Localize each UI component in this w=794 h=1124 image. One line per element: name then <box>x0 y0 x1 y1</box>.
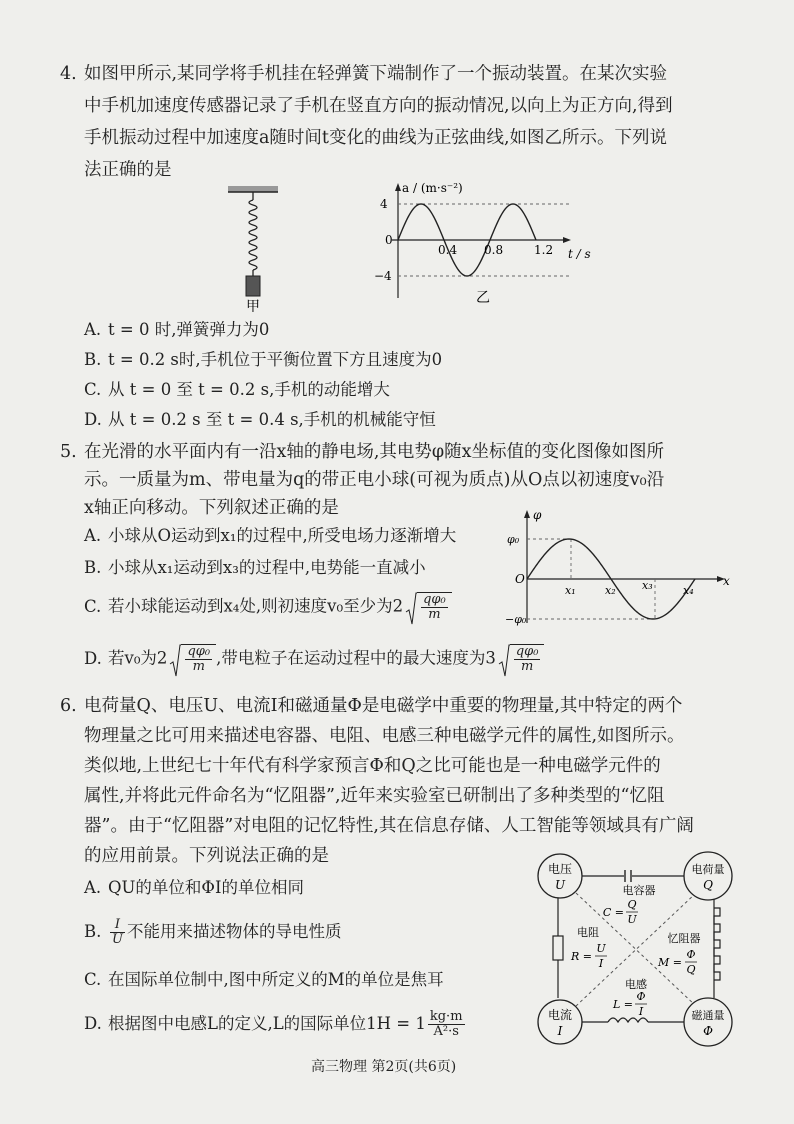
q6-option-a[interactable] <box>84 876 304 900</box>
sqrt-num: qφ₀ <box>187 644 211 659</box>
resistor-name: 电阻 <box>577 926 599 939</box>
sqrt-den: m <box>520 659 534 674</box>
capacitor-eq: C = <box>602 906 624 919</box>
q4-option-a-text: t = 0 时,弹簧弹力为0 <box>108 320 270 339</box>
sqrt-den: m <box>428 607 441 622</box>
graph-phi-ytick-min: −φ₀ <box>505 613 527 626</box>
q4-option-c-text: 从 t = 0 至 t = 0.2 s,手机的动能增大 <box>108 380 390 399</box>
q5-option-b-label: B. <box>84 558 102 577</box>
graph-phi-xtick-x3: x₃ <box>642 579 653 592</box>
q5-option-c[interactable] <box>84 592 452 622</box>
q5-option-c-label: C. <box>84 596 102 616</box>
memristor-eq: M = <box>658 956 682 969</box>
potential-x-graph <box>505 505 735 630</box>
sqrt-den: m <box>192 659 205 674</box>
q6-option-d-label: D. <box>84 1014 102 1033</box>
graph-a-ytick-neg4: −4 <box>374 269 392 283</box>
memristor-symbol <box>714 908 720 980</box>
q4-line-3: 手机振动过程中加速度a随时间t变化的曲线为正弦曲线,如图乙所示。下列说 <box>84 128 668 148</box>
q4-line-2: 中手机加速度传感器记录了手机在竖直方向的振动情况,以向上为正方向,得到 <box>84 96 673 116</box>
q4-option-b[interactable] <box>84 348 442 372</box>
q5-option-c-text: 若小球能运动到x₄处,则初速度v₀至少为2 <box>108 596 404 616</box>
resistor-symbol <box>553 936 563 960</box>
q4-option-d[interactable] <box>84 408 436 432</box>
q5-line-3: x轴正向移动。下列叙述正确的是 <box>84 498 339 518</box>
node-current-symbol: I <box>557 1024 563 1038</box>
q6-option-c-text: 在国际单位制中,图中所定义的M的单位是焦耳 <box>108 970 444 989</box>
q6-option-a-label: A. <box>84 878 102 897</box>
phone <box>246 276 260 296</box>
sqrt-expression <box>169 644 216 674</box>
q4-line-1: 如图甲所示,某同学将手机挂在轻弹簧下端制作了一个振动装置。在某次实验 <box>84 64 668 84</box>
q6-option-c[interactable] <box>84 968 444 992</box>
q5-line-1: 在光滑的水平面内有一沿x轴的静电场,其电势φ随x坐标值的变化图像如图所 <box>84 442 665 462</box>
sqrt-expression <box>498 644 545 674</box>
q6-number: 6. <box>60 696 77 716</box>
graph-a-xtick-0.8: 0.8 <box>484 243 504 257</box>
q6-option-b-text: 不能用来描述物体的导电性质 <box>126 922 342 941</box>
q6-line-3: 类似地,上世纪七十年代有科学家预言Φ和Q之比可能也是一种电磁学元件的 <box>84 756 661 776</box>
q4-option-c-label: C. <box>84 380 102 399</box>
q5-option-d-text-1: 若v₀为2 <box>108 648 168 668</box>
q4-option-c[interactable] <box>84 378 390 402</box>
graph-a-y-arrow <box>395 183 401 191</box>
node-flux <box>684 998 732 1046</box>
i-over-u-fraction <box>110 918 125 947</box>
capacitor-name: 电容器 <box>622 884 656 897</box>
node-flux-symbol: Φ <box>703 1024 713 1038</box>
q5-number: 5. <box>60 442 77 462</box>
frac-den: A²·s <box>433 1024 459 1039</box>
q5-option-b-text: 小球从x₁运动到x₃的过程中,电势能一直减小 <box>108 558 426 577</box>
sqrt-num: qφ₀ <box>423 592 446 607</box>
memristor-num: Φ <box>686 948 696 961</box>
memristor-den: Q <box>686 963 696 976</box>
electromagnetic-elements-diagram <box>536 848 736 1048</box>
frac-num: I <box>110 918 125 933</box>
q6-option-d-text: 根据图中电感L的定义,L的国际单位1H = 1 <box>108 1014 426 1033</box>
q6-line-2: 物理量之比可用来描述电容器、电阻、电感三种电磁学元件的属性,如图所示。 <box>84 726 685 746</box>
q5-option-d-label: D. <box>84 648 102 668</box>
graph-phi-y-arrow <box>524 510 530 518</box>
q6-option-a-text: QU的单位和ΦI的单位相同 <box>108 878 304 897</box>
q4-option-b-text: t = 0.2 s时,手机位于平衡位置下方且速度为0 <box>108 350 443 369</box>
inductor-den: I <box>638 1005 644 1018</box>
memristor-name: 忆阻器 <box>667 932 701 945</box>
sqrt-fraction <box>421 593 448 622</box>
inductor-symbol <box>608 1018 648 1022</box>
graph-a-xtick-0.4: 0.4 <box>438 243 458 257</box>
spring-phone-figure <box>220 182 290 312</box>
graph-phi-xtick-x1: x₁ <box>565 584 576 597</box>
sqrt-fraction <box>185 645 212 674</box>
node-charge-name: 电荷量 <box>691 863 725 876</box>
graph-phi-xtick-x2: x₂ <box>605 584 616 597</box>
inductor-name: 电感 <box>625 978 647 991</box>
inductor-eq: L = <box>612 998 633 1011</box>
acceleration-time-graph <box>370 180 600 305</box>
ceiling-block <box>228 186 278 192</box>
q5-line-2: 示。一质量为m、带电量为q的带正电小球(可视为质点)从O点以初速度v₀沿 <box>84 470 665 490</box>
capacitor-num: Q <box>627 898 637 911</box>
sqrt-fraction <box>514 645 541 674</box>
frac-num: kg·m <box>429 1009 463 1024</box>
q5-option-a[interactable] <box>84 524 456 548</box>
node-voltage-name: 电压 <box>547 862 573 876</box>
fig-jia-label: 甲 <box>246 299 260 312</box>
q4-option-d-label: D. <box>84 410 102 429</box>
node-current-name: 电流 <box>547 1008 573 1022</box>
node-flux-name: 磁通量 <box>691 1009 725 1022</box>
radical-sign <box>169 644 181 678</box>
q5-option-a-label: A. <box>84 526 102 545</box>
graph-a-origin: 0 <box>385 233 393 247</box>
q6-line-4: 属性,并将此元件命名为“忆阻器”,近年来实验室已研制出了多种类型的“忆阻 <box>84 786 665 806</box>
q5-option-b[interactable] <box>84 556 426 580</box>
inductor-num: Φ <box>636 990 646 1003</box>
sqrt-expression <box>405 592 452 622</box>
q6-line-6: 的应用前景。下列说法正确的是 <box>84 846 329 866</box>
graph-a-ylabel: a / (m·s⁻²) <box>402 181 463 195</box>
page-footer: 高三物理 第2页(共6页) <box>311 1059 457 1075</box>
q6-line-5: 器”。由于“忆阻器”对电阻的记忆特性,其在信息存储、人工智能等领域具有广阔 <box>84 816 694 836</box>
q6-option-d[interactable] <box>84 1010 467 1039</box>
q6-line-1: 电荷量Q、电压U、电流I和磁通量Φ是电磁学中重要的物理量,其中特定的两个 <box>84 696 683 716</box>
q5-option-d-text-2: ,带电粒子在运动过程中的最大速度为3 <box>216 648 496 668</box>
q6-option-b-label: B. <box>84 922 102 941</box>
graph-a-xtick-1.2: 1.2 <box>534 243 554 257</box>
graph-a-ytick-4: 4 <box>380 197 388 211</box>
q5-option-d[interactable] <box>84 644 544 674</box>
sqrt-num: qφ₀ <box>515 644 539 659</box>
resistor-eq: R = <box>571 950 592 963</box>
node-voltage-symbol: U <box>554 878 566 892</box>
radical-sign <box>498 644 510 678</box>
q4-number: 4. <box>60 64 77 84</box>
henry-unit-fraction <box>428 1010 465 1039</box>
q4-option-a-label: A. <box>84 320 102 339</box>
resistor-den: I <box>598 957 604 970</box>
graph-phi-xtick-x4: x₄ <box>683 584 694 597</box>
node-charge <box>684 852 732 900</box>
q4-line-4: 法正确的是 <box>84 160 172 180</box>
node-charge-symbol: Q <box>703 878 713 892</box>
q4-option-a[interactable] <box>84 318 269 342</box>
q5-option-a-text: 小球从O运动到x₁的过程中,所受电场力逐渐增大 <box>108 526 457 545</box>
graph-phi-ylabel: φ <box>533 508 542 522</box>
q4-option-d-text: 从 t = 0.2 s 至 t = 0.4 s,手机的机械能守恒 <box>108 410 436 429</box>
q6-option-c-label: C. <box>84 970 102 989</box>
graph-a-xlabel: t / s <box>568 247 591 261</box>
q4-option-b-label: B. <box>84 350 102 369</box>
frac-den: U <box>112 932 123 947</box>
fig-yi-label: 乙 <box>476 290 490 305</box>
radical-sign <box>405 592 417 626</box>
spring-coil <box>249 200 257 270</box>
graph-a-x-arrow <box>563 237 571 243</box>
graph-phi-origin: O <box>515 572 525 586</box>
q6-option-b[interactable] <box>84 918 341 947</box>
capacitor-den: U <box>627 913 637 926</box>
graph-phi-xlabel: x <box>723 574 730 588</box>
graph-phi-ytick-max: φ₀ <box>507 533 520 546</box>
resistor-num: U <box>596 942 606 955</box>
